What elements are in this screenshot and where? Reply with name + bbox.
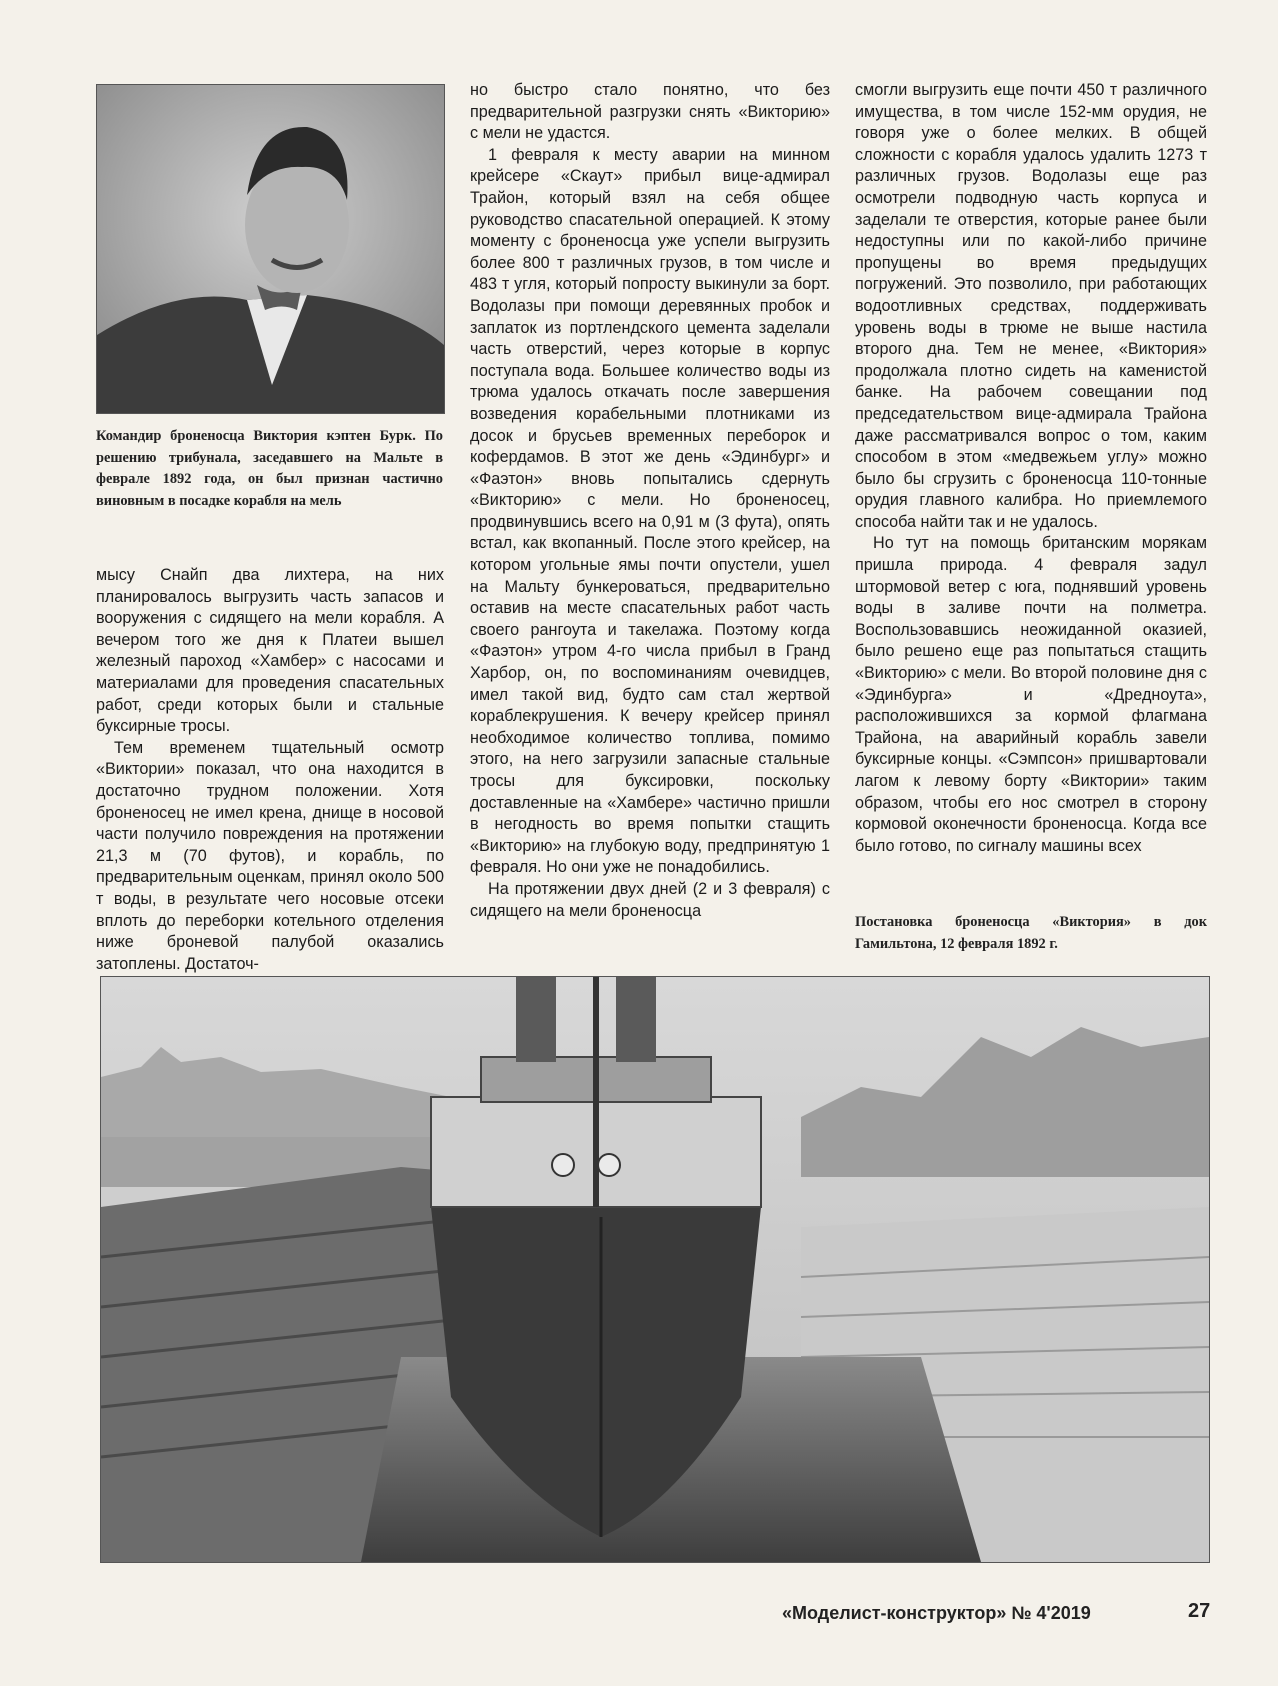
paragraph: но быстро стало понятно, что без предварительной разгрузки снять «Викторию» с мели не удастся.	[470, 81, 830, 143]
portrait-caption: Командир броненосца Виктория кэптен Бурк. По решению трибунала, заседавшего на Мальте в феврале 1892 года, он был признан частично виновным в посадке корабля на мель	[96, 428, 443, 509]
paragraph: Но тут на помощь британским морякам пришла природа. 4 февраля задул штормовой ветер с юга, поднявший уровень воды в заливе почти на полметра. Воспользовавшись неожиданной оказией, было решено еще раз попытаться стащить «Викторию» с мели. Во второй половине дня с «Эдинбурга» и «Дредноута», расположившихся за кормой флагмана Трайона, на аварийный корабль завели буксирные концы. «Сэмпсон» пришвартовали лагом к левому борту «Виктории» таким образом, чтобы его нос смотрел в сторону кормовой оконечности броненосца. Когда все было готово, по сигналу машины всех	[855, 534, 1207, 855]
text-column-3	[855, 80, 1207, 857]
dock-photo	[100, 976, 1210, 1563]
paragraph: На протяжении двух дней (2 и 3 февраля) с сидящего на мели броненосца	[470, 879, 830, 920]
paragraph: смогли выгрузить еще почти 450 т различного имущества, в том числе 152-мм орудия, не говоря уже о более мелких. В общей сложности с корабля удалось удалить 1273 т различных грузов. Водолазы еще раз осмотрели подводную часть корпуса и заделали те отверстия, которые ранее были недоступны или по какой-либо причине пропущены во время предыдущих погружений. Это позволило, при работающих водоотливных средствах, поддерживать уровень воды в трюме не выше настила второго дна. Тем не менее, «Виктория» продолжала плотно сидеть на каменистой банке. На рабочем совещании под председательством вице-адмирала Трайона даже рассматривался вопрос о том, каким способом в этом «медвежьем углу» можно было бы сгрузить с броненосца 110-тонные орудия главного калибра. Но приемлемого способа найти так и не удалось.	[855, 81, 1207, 531]
paragraph: Тем временем тщательный осмотр «Виктории» показал, что она находится в достаточно трудном положении. Хотя броненосец не имел крена, днище в носовой части получило повреждения на протяжении 21,3 м (70 футов), и корабль, по предварительным оценкам, принял около 500 т воды, в результате чего носовые отсеки вплоть до переборки котельного отделения ниже броневой палубой оказались затоплены. Достаточ-	[96, 738, 444, 973]
magazine-title: «Моделист-конструктор» № 4'2019	[782, 1603, 1091, 1623]
paragraph: 1 февраля к месту аварии на минном крейсере «Скаут» прибыл вице-адмирал Трайон, который взял на себя общее руководство спасательной операцией. К этому моменту с броненосца уже успели выгрузить более 800 т различных грузов, в том числе и 483 т угля, который попросту выкинули за борт. Водолазы при помощи деревянных пробок и заплаток из портлендского цемента заделали часть отверстий, через которые в корпус поступала вода. Большее количество воды из трюма удалось откачать после завершения возведения корабельными плотниками из досок и брусьев временных переборок и кофердамов. В этот же день «Эдинбург» и «Фаэтон» вновь попытались сдернуть «Викторию» с мели. Но броненосец, продвинувшись всего на 0,91 м (3 фута), опять встал, как вкопанный. После этого крейсер, на котором угольные ямы почти опустели, ушел на Мальту бункероваться, предварительно оставив на месте спасательных работ часть своего рангоута и такелажа. Поэтому когда «Фаэтон» утром 4-го числа прибыл в Гранд Харбор, он, по воспоминаниям очевидцев, имел такой вид, будто сам стал жертвой кораблекрушения. К вечеру крейсер принял необходимое количество топлива, помимо этого, на него загрузили запасные стальные тросы для буксировки, поскольку доставленные на «Хамбере» частично пришли в негодность во время попытки стащить «Викторию» на глубокую воду, предпринятую 1 февраля. Но они уже не понадобились.	[470, 145, 830, 877]
text-column-2	[470, 80, 830, 922]
paragraph: мысу Снайп два лихтера, на них планировалось выгрузить часть запасов и вооружения с сидящего на мели корабля. А вечером того же дня к Платеи вышел железный пароход «Хамбер» с насосами и материалами для проведения спасательных работ, среди которых были и стальные буксирные тросы.	[96, 566, 444, 736]
text-column-1	[96, 565, 444, 975]
dock-photo-caption: Постановка броненосца «Виктория» в док Гамильтона, 12 февраля 1892 г.	[855, 914, 1207, 952]
page-number: 27	[1188, 1600, 1211, 1622]
portrait-photo	[96, 84, 445, 414]
